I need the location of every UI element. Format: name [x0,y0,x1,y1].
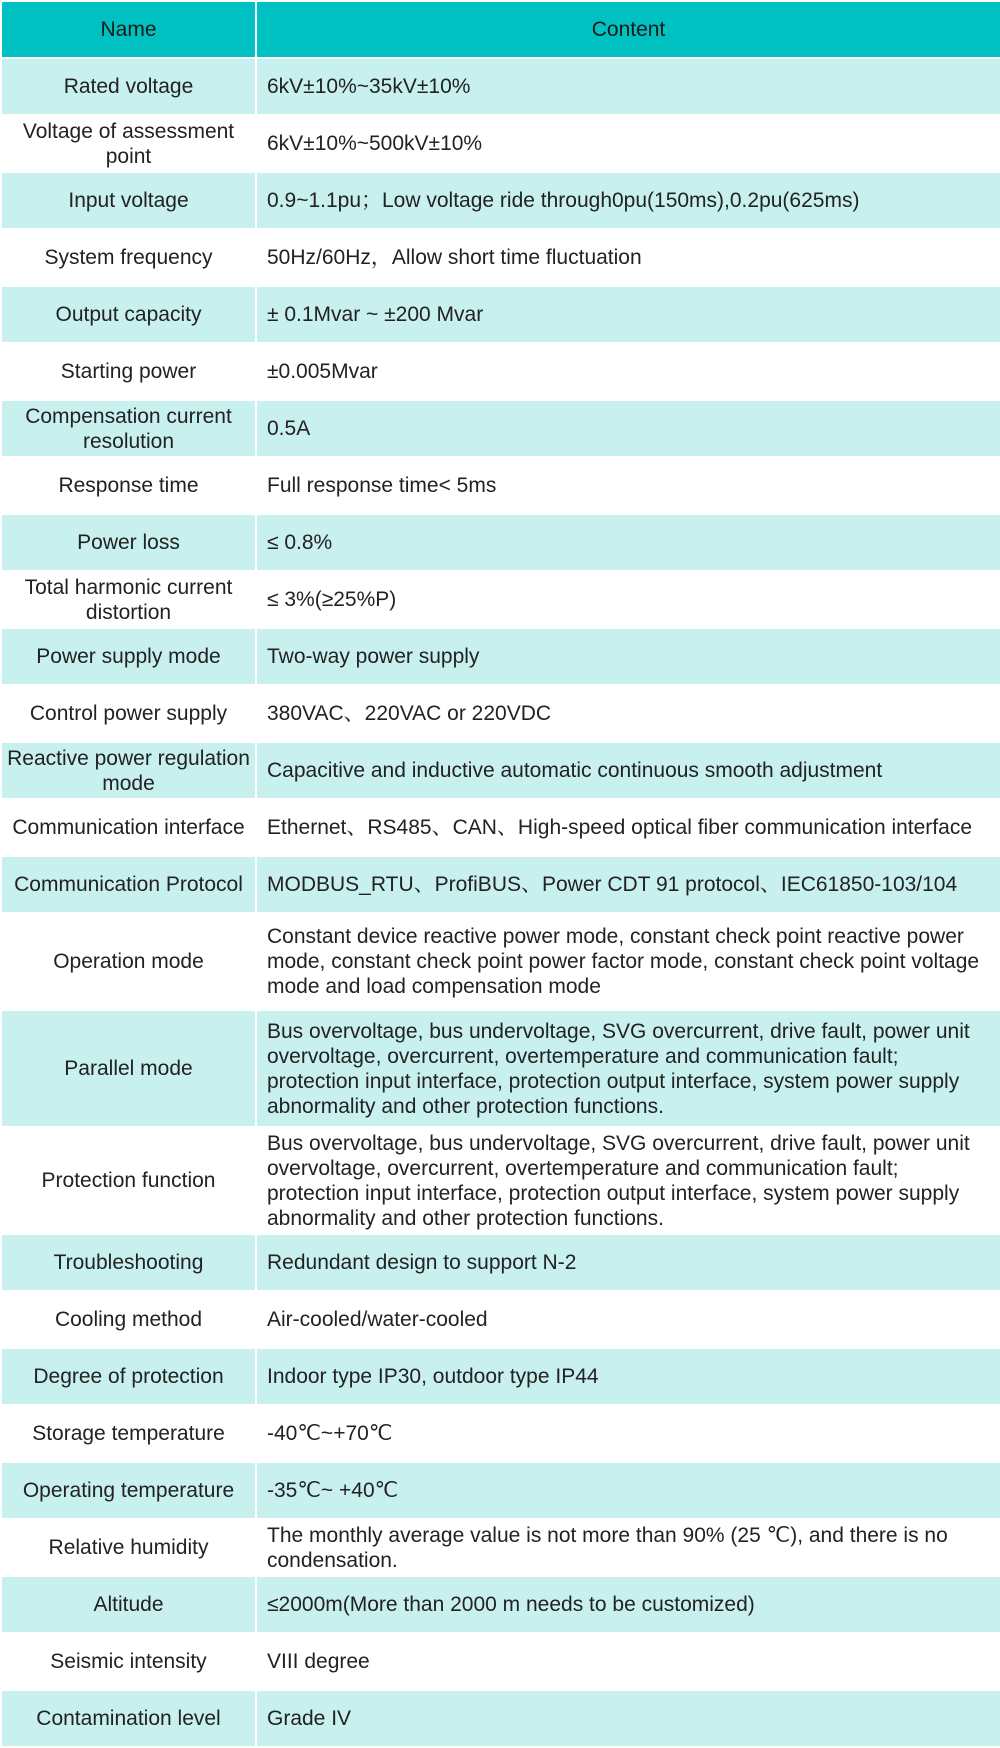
row-name-cell: Troubleshooting [1,1234,256,1291]
row-name-cell: Power supply mode [1,628,256,685]
header-row [1,1,1000,58]
row-name-cell: Contamination level [1,1690,256,1747]
row-content-cell: The monthly average value is not more than 90% (25 ℃), and there is no condensation. [256,1519,1000,1576]
row-name-cell: Compensation current resolution [1,400,256,457]
table-row [1,913,1000,1010]
row-name-cell: Storage temperature [1,1405,256,1462]
row-name-cell: Communication interface [1,799,256,856]
row-name-cell: Protection function [1,1127,256,1234]
row-content-cell: ≤ 3%(≥25%P) [256,571,1000,628]
row-name-cell: Reactive power regulation mode [1,742,256,799]
table-row [1,514,1000,571]
table-row [1,343,1000,400]
header-content: Content [256,1,1000,58]
table-row [1,1576,1000,1633]
row-name-cell: Power loss [1,514,256,571]
row-content-cell: 380VAC、220VAC or 220VDC [256,685,1000,742]
row-name-cell: Altitude [1,1576,256,1633]
row-content-cell: Two-way power supply [256,628,1000,685]
row-name-cell: Communication Protocol [1,856,256,913]
row-content-cell: Redundant design to support N-2 [256,1234,1000,1291]
row-content-cell: Full response time< 5ms [256,457,1000,514]
row-name-cell: Rated voltage [1,58,256,115]
row-name-cell: Total harmonic current distortion [1,571,256,628]
header-name: Name [1,1,256,58]
row-name-cell: Parallel mode [1,1010,256,1127]
row-name-cell: Input voltage [1,172,256,229]
table-row [1,115,1000,172]
row-content-cell: Bus overvoltage, bus undervoltage, SVG overcurrent, drive fault, power unit overvoltage, overcurrent, overtemperature and communication fault; protection input interface, protection output interface, system power supply abnormality and other protection functions. [256,1010,1000,1127]
table-row [1,1291,1000,1348]
table-row [1,571,1000,628]
table-row [1,1127,1000,1234]
table-row [1,400,1000,457]
row-name-cell: Relative humidity [1,1519,256,1576]
row-content-cell: 6kV±10%~35kV±10% [256,58,1000,115]
row-content-cell: 50Hz/60Hz，Allow short time fluctuation [256,229,1000,286]
table-row [1,1405,1000,1462]
row-content-cell: VIII degree [256,1633,1000,1690]
table-row [1,1519,1000,1576]
table-row [1,1010,1000,1127]
row-name-cell: Operating temperature [1,1462,256,1519]
row-name-cell: Seismic intensity [1,1633,256,1690]
row-content-cell: 0.9~1.1pu；Low voltage ride through0pu(150ms),0.2pu(625ms) [256,172,1000,229]
row-name-cell: Starting power [1,343,256,400]
row-name-cell: System frequency [1,229,256,286]
row-name-cell: Degree of protection [1,1348,256,1405]
row-name-cell: Operation mode [1,913,256,1010]
row-name-cell: Control power supply [1,685,256,742]
row-name-cell: Response time [1,457,256,514]
row-content-cell: -40℃~+70℃ [256,1405,1000,1462]
row-content-cell: MODBUS_RTU、ProfiBUS、Power CDT 91 protocol、IEC61850-103/104 [256,856,1000,913]
table-row [1,1348,1000,1405]
row-content-cell: Capacitive and inductive automatic continuous smooth adjustment [256,742,1000,799]
row-content-cell: -35℃~ +40℃ [256,1462,1000,1519]
row-name-cell: Cooling method [1,1291,256,1348]
row-content-cell: Constant device reactive power mode, constant check point reactive power mode, constant check point power factor mode, constant check point voltage mode and load compensation mode [256,913,1000,1010]
row-content-cell: Air-cooled/water-cooled [256,1291,1000,1348]
row-content-cell: ±0.005Mvar [256,343,1000,400]
table-row [1,1633,1000,1690]
row-content-cell: ± 0.1Mvar ~ ±200 Mvar [256,286,1000,343]
row-content-cell: Indoor type IP30, outdoor type IP44 [256,1348,1000,1405]
row-content-cell: 6kV±10%~500kV±10% [256,115,1000,172]
table-row [1,1234,1000,1291]
row-content-cell: Ethernet、RS485、CAN、High-speed optical fiber communication interface [256,799,1000,856]
row-content-cell: 0.5A [256,400,1000,457]
table-row [1,856,1000,913]
row-content-cell: Bus overvoltage, bus undervoltage, SVG overcurrent, drive fault, power unit overvoltage, overcurrent, overtemperature and communication fault; protection input interface, protection output interface, system power supply abnormality and other protection functions. [256,1127,1000,1234]
table-row [1,58,1000,115]
table-row [1,742,1000,799]
row-content-cell: ≤2000m(More than 2000 m needs to be customized) [256,1576,1000,1633]
spec-table-body [1,58,1000,1747]
table-row [1,286,1000,343]
table-row [1,1462,1000,1519]
row-content-cell: Grade IV [256,1690,1000,1747]
table-row [1,172,1000,229]
row-content-cell: ≤ 0.8% [256,514,1000,571]
table-row [1,457,1000,514]
table-row [1,799,1000,856]
table-row [1,685,1000,742]
table-row [1,628,1000,685]
row-name-cell: Voltage of assessment point [1,115,256,172]
table-row [1,229,1000,286]
row-name-cell: Output capacity [1,286,256,343]
table-row [1,1690,1000,1747]
